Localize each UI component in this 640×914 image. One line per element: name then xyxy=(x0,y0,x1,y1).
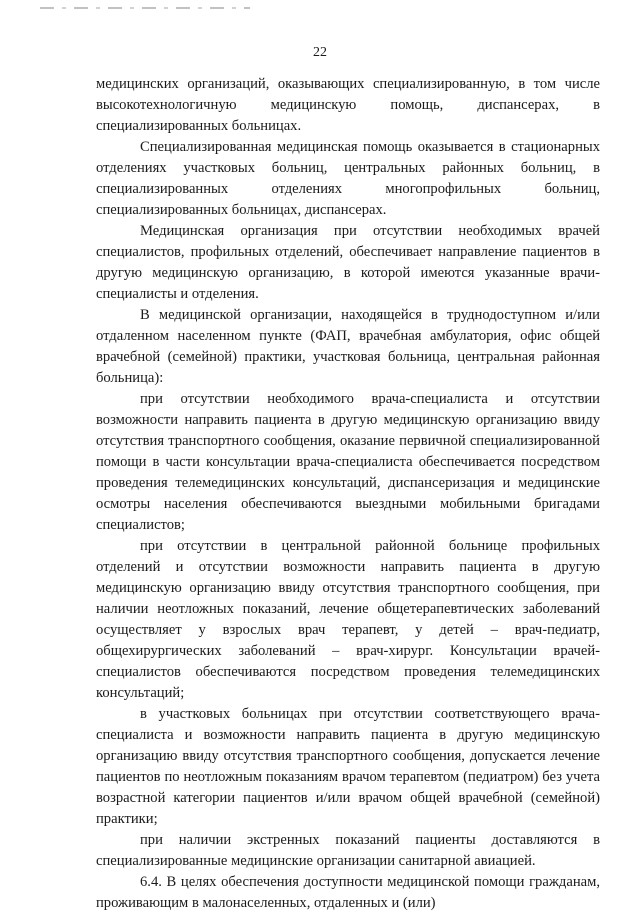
paragraph-specialized-care: Специализированная медицинская помощь оказывается в стационарных отделениях участковых больниц, центральных районных больниц, в специализированных отделениях многопрофильных больниц, специализированных больницах, диспансерах. xyxy=(96,139,600,218)
document-body xyxy=(96,74,600,914)
paragraph-section-6-4: 6.4. В целях обеспечения доступности медицинской помощи гражданам, проживающим в малонаселенных, отдаленных и (или) xyxy=(96,874,600,911)
paragraph-remote-settlements: В медицинской организации, находящейся в труднодоступном и/или отдаленном населенном пункте (ФАП, врачебная амбулатория, офис общей врачебной (семейной) практики, участковая больница, центральная районная больница): xyxy=(96,307,600,386)
paragraph-no-specialist: при отсутствии необходимого врача-специалиста и отсутствии возможности направить пациента в другую медицинскую организацию ввиду отсутствия транспортного сообщения, оказание первичной специализированной помощи в части консультации врача-специалиста обеспечивается посредством проведения телемедицинских консультаций, диспансеризация и медицинские осмотры населения обеспечиваются выездными мобильными бригадами специалистов; xyxy=(96,391,600,533)
paragraph-continuation: медицинских организаций, оказывающих специализированную, в том числе высокотехнологичную медицинскую помощь, диспансерах, в специализированных больницах. xyxy=(96,76,600,134)
paragraph-air-ambulance: при наличии экстренных показаний пациенты доставляются в специализированные медицинские организации санитарной авиацией. xyxy=(96,832,600,869)
paragraph-referral: Медицинская организация при отсутствии необходимых врачей специалистов, профильных отделений, обеспечивает направление пациентов в другую медицинскую организацию, в которой имеются указанные врачи-специалисты и отделения. xyxy=(96,223,600,302)
page-number: 22 xyxy=(313,45,327,60)
scan-artifact-line xyxy=(40,7,250,9)
paragraph-central-hospital: при отсутствии в центральной районной больнице профильных отделений и отсутствии возможности направить пациента в другую медицинскую организацию ввиду отсутствия транспортного сообщения, при наличии неотложных показаний, лечение общетерапевтических заболеваний осуществляет у взрослых врач терапевт, у детей – врач-педиатр, общехирургических заболеваний – врач-хирург. Консультации врачей-специалистов обеспечиваются посредством проведения телемедицинских консультаций; xyxy=(96,538,600,701)
paragraph-district-hospitals: в участковых больницах при отсутствии соответствующего врача-специалиста и возможности направить пациента в другую медицинскую организацию ввиду отсутствия транспортного сообщения, допускается лечение пациентов по неотложным показаниям врачом терапевтом (педиатром) без учета возрастной категории пациентов и/или врачом общей врачебной (семейной) практики; xyxy=(96,706,600,827)
